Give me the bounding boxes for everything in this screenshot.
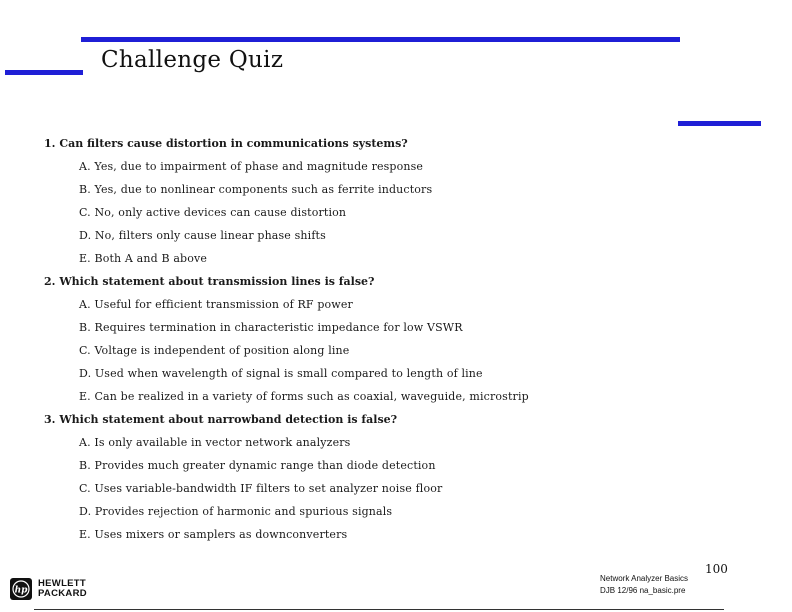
question-2-option-b: B. Requires termination in characteristic impedance for low VSWR	[79, 321, 463, 334]
hp-logo-icon	[10, 578, 32, 600]
question-2: 2. Which statement about transmission lines is false?	[44, 275, 375, 288]
question-3-option-c: C. Uses variable-bandwidth IF filters to set analyzer noise floor	[79, 482, 443, 495]
logo-line-1: HEWLETT	[38, 578, 87, 589]
logo-wordmark	[38, 579, 87, 599]
question-2-option-e: E. Can be realized in a variety of forms such as coaxial, waveguide, microstrip	[79, 390, 529, 403]
question-2-option-c: C. Voltage is independent of position along line	[79, 344, 350, 357]
header-rule-left	[5, 70, 83, 75]
footer-note	[600, 573, 688, 597]
question-1-option-e: E. Both A and B above	[79, 252, 208, 265]
question-1-option-c: C. No, only active devices can cause distortion	[79, 206, 347, 219]
quiz-list	[44, 132, 744, 546]
company-logo	[10, 578, 87, 600]
page-title: Challenge Quiz	[101, 47, 284, 73]
question-2-option-a: A. Useful for efficient transmission of RF power	[79, 298, 353, 311]
question-1-option-b: B. Yes, due to nonlinear components such as ferrite inductors	[79, 183, 433, 196]
question-1-option-d: D. No, filters only cause linear phase shifts	[79, 229, 326, 242]
header-rule-right	[678, 121, 761, 126]
question-3-option-b: B. Provides much greater dynamic range than diode detection	[79, 459, 436, 472]
question-1-option-a: A. Yes, due to impairment of phase and magnitude response	[79, 160, 424, 173]
question-3-option-e: E. Uses mixers or samplers as downconverters	[79, 528, 348, 541]
footer-note-ref: DJB 12/96 na_basic.pre	[600, 586, 686, 595]
question-2-option-d: D. Used when wavelength of signal is small compared to length of line	[79, 367, 483, 380]
page-number: 100	[705, 562, 728, 576]
svg-text:hp: hp	[14, 585, 28, 596]
footer-rule	[34, 609, 724, 610]
footer-note-title: Network Analyzer Basics	[600, 574, 689, 583]
question-1: 1. Can filters cause distortion in communications systems?	[44, 137, 408, 150]
question-3-option-d: D. Provides rejection of harmonic and spurious signals	[79, 505, 393, 518]
header-rule-top	[81, 37, 680, 42]
question-3: 3. Which statement about narrowband detection is false?	[44, 413, 398, 426]
logo-line-2: PACKARD	[38, 588, 87, 599]
question-3-option-a: A. Is only available in vector network analyzers	[79, 436, 351, 449]
